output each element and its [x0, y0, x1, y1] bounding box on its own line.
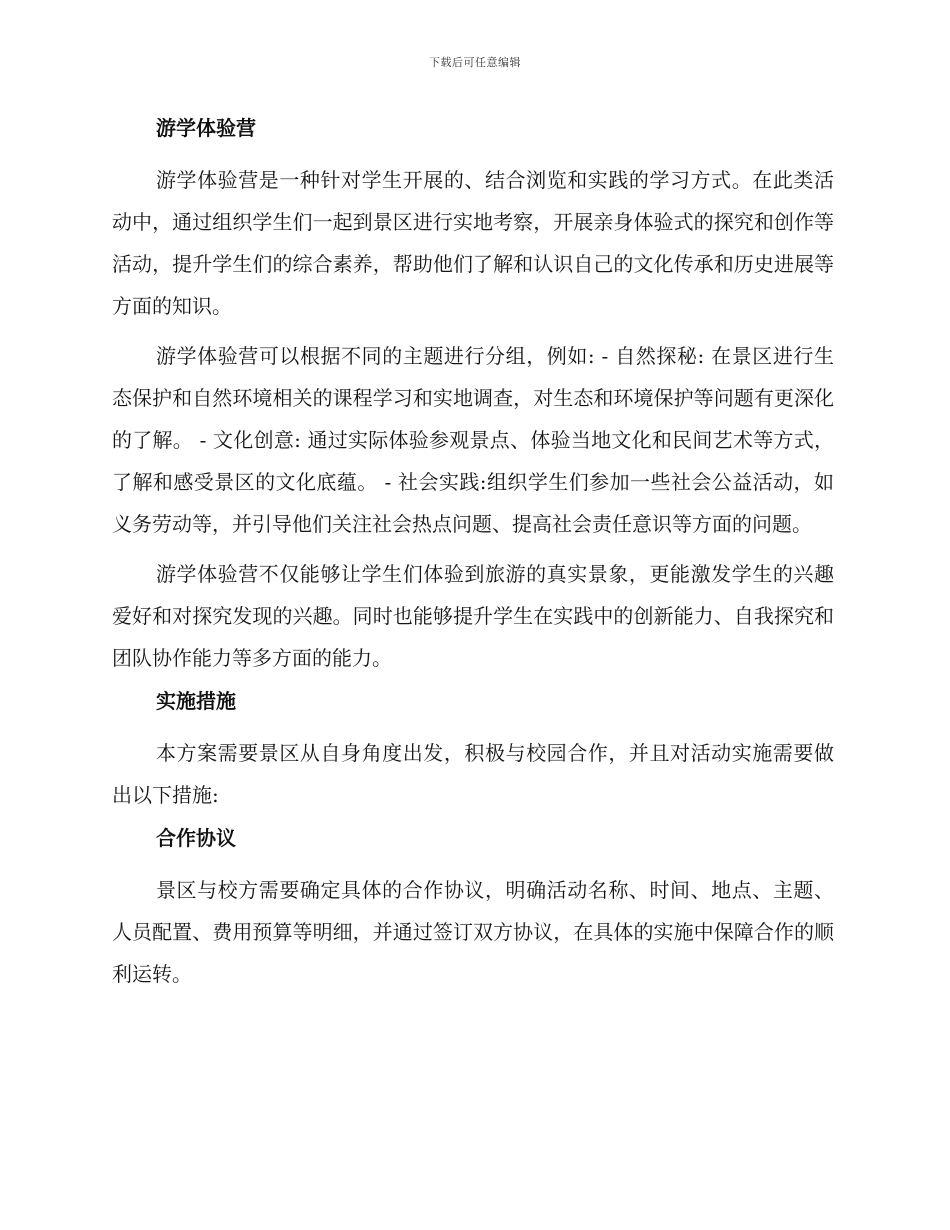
section-heading-study-camp: 游学体验营	[156, 116, 256, 140]
section-heading-agreement: 合作协议	[156, 826, 236, 850]
paragraph: 景区与校方需要确定具体的合作协议，明确活动名称、时间、地点、主题、人员配置、费用预算等明细，并通过签订双方协议，在具体的实施中保障合作的顺利运转。	[112, 878, 834, 986]
paragraph: 本方案需要景区从自身角度出发，积极与校园合作，并且对活动实施需要做出以下措施:	[112, 741, 834, 807]
paragraph: 游学体验营是一种针对学生开展的、结合浏览和实践的学习方式。在此类活动中，通过组织学生们一起到景区进行实地考察，开展亲身体验式的探究和创作等活动，提升学生们的综合素养，帮助他们了解和认识自己的文化传承和历史进展等方面的知识。	[112, 168, 834, 318]
paragraph: 游学体验营不仅能够让学生们体验到旅游的真实景象，更能激发学生的兴趣爱好和对探究发现的兴趣。同时也能够提升学生在实践中的创新能力、自我探究和团队协作能力等多方面的能力。	[112, 562, 834, 670]
section-heading-measures: 实施措施	[156, 689, 236, 713]
document-body	[112, 106, 834, 1003]
paragraph: 游学体验营可以根据不同的主题进行分组，例如: - 自然探秘: 在景区进行生态保护和自然环境相关的课程学习和实地调查，对生态和环境保护等问题有更深化的了解。 - 文化创意: 通过实际体验参观景点、体验当地文化和民间艺术等方式，了解和感受景区的文化底蕴。 - 社会实践:组织学生们参加一些社会公益活动，如义务劳动等，并引导他们关注社会热点问题、提高社会责任意识等方面的问题。	[112, 344, 834, 536]
header-note: 下载后可任意编辑	[429, 56, 521, 69]
